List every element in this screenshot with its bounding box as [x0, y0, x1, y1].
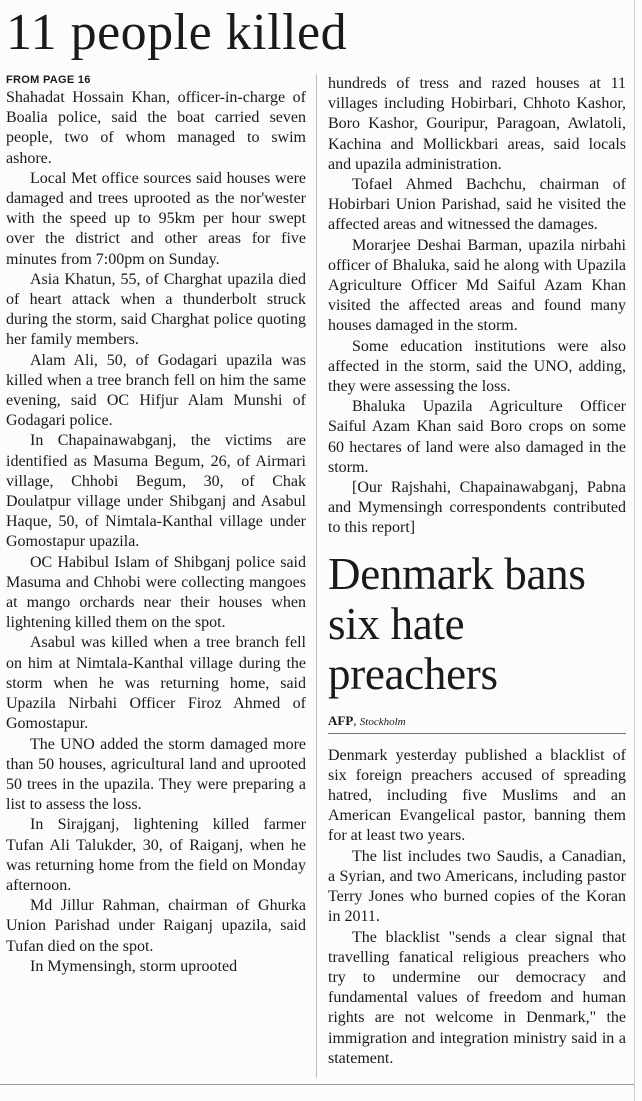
byline-agency: AFP: [328, 712, 354, 728]
contributors-note: [Our Rajshahi, Chapainawabganj, Pabna and Mymensingh correspondents contributed to this report]: [328, 479, 626, 537]
article-paragraph: In Sirajganj, lightening killed farmer Tufan Ali Talukder, 30, of Raiganj, when he was returning home from the field on Monday afternoon.: [6, 816, 306, 894]
article-paragraph: Asabul was killed when a tree branch fell on him at Nimtala-Kanthal village during the storm when he was returning home, said Upazila Nirbahi Officer Firoz Ahmed of Gomostapur.: [6, 634, 306, 733]
article-paragraph: Shahadat Hossain Khan, officer-in-charge of Boalia police, said the boat carried seven people, two of whom managed to swim ashore.: [6, 89, 306, 167]
article-paragraph: Md Jillur Rahman, chairman of Ghurka Union Parishad under Raiganj upazila, said Tufan died on the spot.: [6, 897, 306, 955]
second-story-headline: Denmark bans six hate preachers: [328, 548, 586, 699]
article-paragraph: Tofael Ahmed Bachchu, chairman of Hobirbari Union Parishad, said he visited the affected areas and witnessed the damages.: [328, 176, 626, 234]
article-paragraph: The UNO added the storm damaged more than 50 houses, agricultural land and uprooted 50 trees in the upazila. They were preparing a list to assess the loss.: [6, 735, 306, 814]
page-edge-divider: [634, 0, 635, 1101]
main-story-column-left: [6, 72, 306, 977]
article-paragraph: Asia Khatun, 55, of Charghat upazila died of heart attack when a thunderbolt struck during the storm, said Charghat police quoting her family members.: [6, 270, 306, 349]
article-paragraph: Alam Ali, 50, of Godagari upazila was killed when a tree branch fell on him the same evening, said OC Hifjur Alam Munshi of Godagari police.: [6, 351, 306, 430]
article-paragraph: hundreds of tress and razed houses at 11 villages including Hobirbari, Chhoto Kashor, Boro Kashor, Gouripur, Paragoan, Awlatoli, Kachina and Mollickbari areas, said locals and upazila administration.: [328, 75, 626, 173]
bottom-divider: [0, 1084, 634, 1085]
article-paragraph: The blacklist "sends a clear signal that travelling fanatical religious preachers who try to undermine our democracy and fundamental values of freedom and human rights are not welcome in Denmark," the immigration and integration ministry said in a statement.: [328, 928, 626, 1067]
byline-separator: ,: [353, 712, 360, 728]
continuation-label: FROM PAGE 16: [6, 74, 91, 86]
article-paragraph: Bhaluka Upazila Agriculture Officer Saiful Azam Khan said Boro crops on some 60 hectares of land were also damaged in the storm.: [328, 398, 626, 476]
main-story-column-right: [328, 74, 626, 1069]
article-paragraph: In Mymensingh, storm uprooted: [30, 957, 238, 975]
byline-city: Stockholm: [359, 715, 406, 728]
second-story-body: [328, 746, 626, 1069]
main-headline: 11 people killed: [6, 4, 348, 61]
article-paragraph: Local Met office sources said houses were damaged and trees uprooted as the nor'wester with the speed up to 95km per hour swept over the district and other areas for five minutes from 7:00pm on Sunday.: [6, 169, 306, 268]
article-paragraph: Denmark yesterday published a blacklist of six foreign preachers accused of spreading hatred, including five Muslims and an American Evangelical pastor, banning them for at least two years.: [328, 746, 626, 845]
article-paragraph: Some education institutions were also affected in the storm, said the UNO, adding, they were assessing the loss.: [328, 337, 626, 396]
article-paragraph: Morarjee Deshai Barman, upazila nirbahi officer of Bhaluka, said he along with Upazila Agriculture Officer Md Saiful Azam Khan visited the affected areas and found many houses damaged in the storm.: [328, 236, 626, 335]
article-paragraph: In Chapainawabganj, the victims are identified as Masuma Begum, 26, of Airmari village, Chhobi Begum, 30, of Chak Doulatpur village under Shibganj and Asabul Haque, 50, of Nimtala-Kanthal village under Gomostapur upazila.: [6, 432, 306, 551]
article-paragraph: OC Habibul Islam of Shibganj police said Masuma and Chhobi were collecting mangoes at mango orchards near their houses when lightening killed them on the spot.: [6, 553, 306, 632]
article-paragraph: The list includes two Saudis, a Canadian, a Syrian, and two Americans, including pastor Terry Jones who burned copies of the Koran in 2011.: [328, 847, 626, 926]
byline: [328, 709, 626, 734]
column-divider: [316, 74, 317, 1078]
